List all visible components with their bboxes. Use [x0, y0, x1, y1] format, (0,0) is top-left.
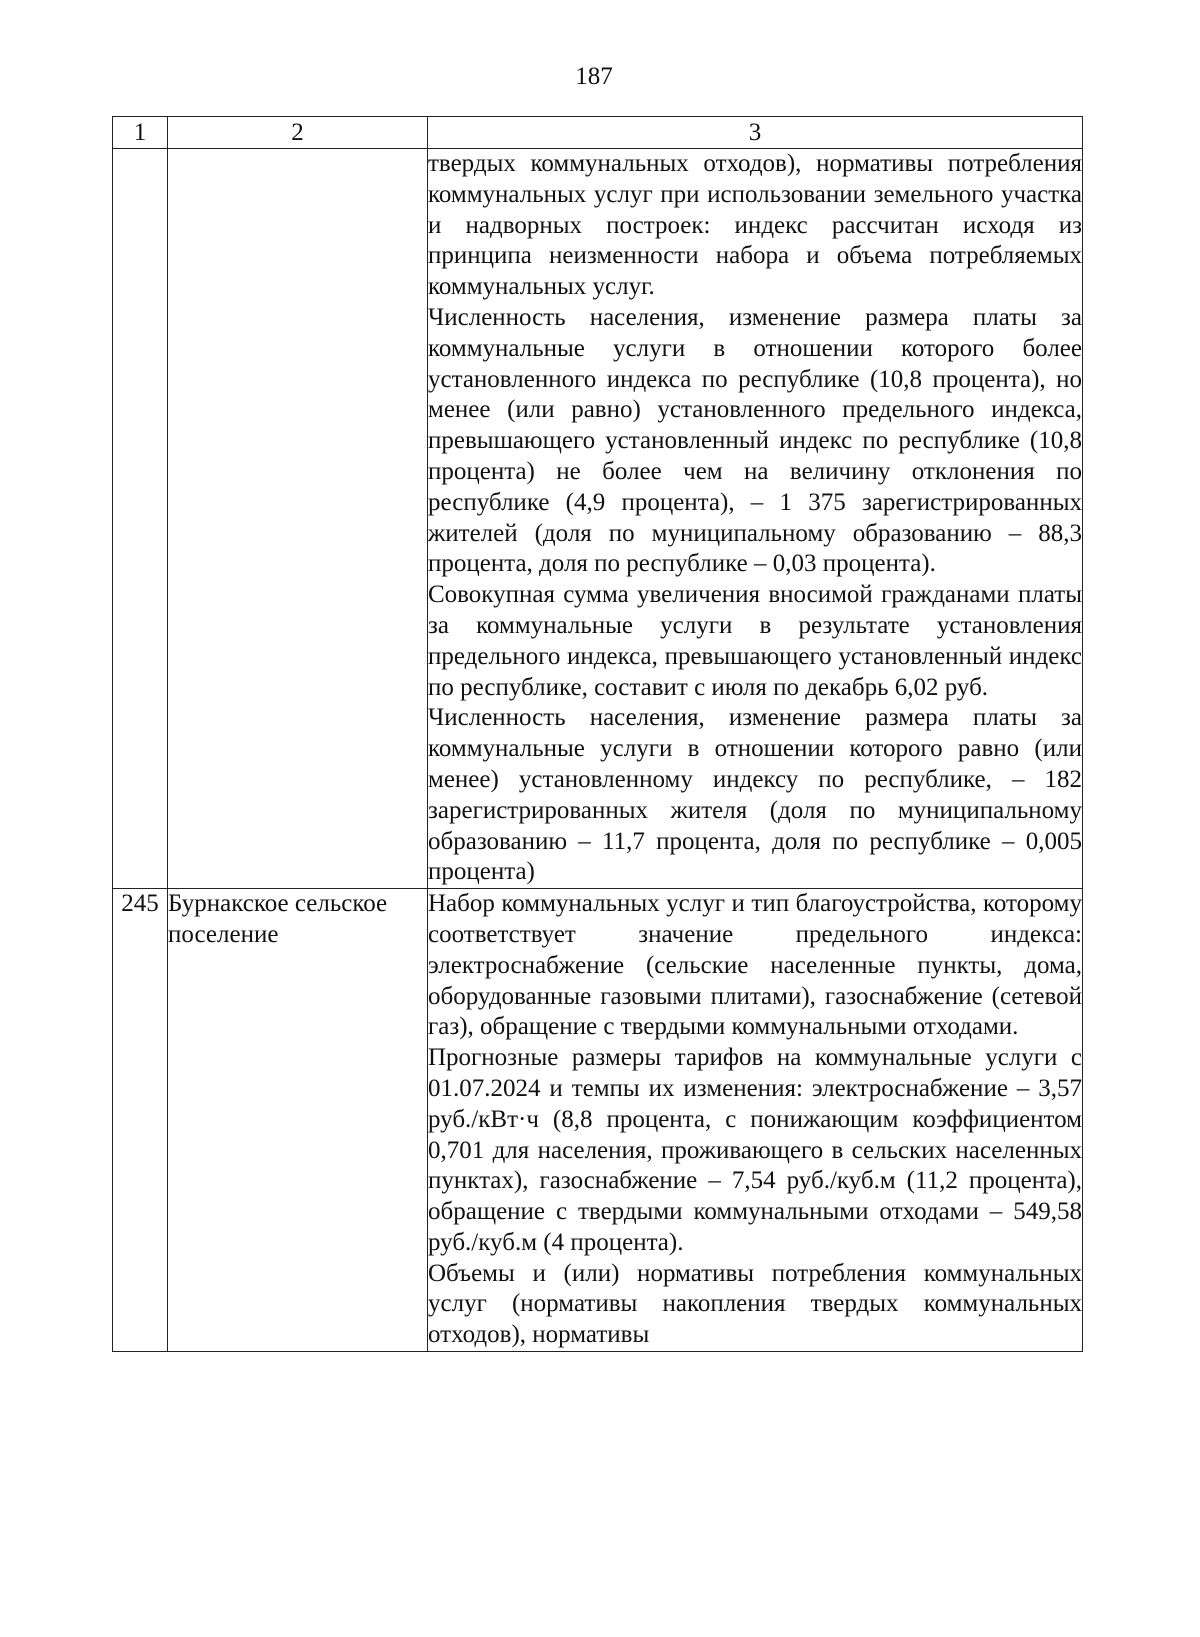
description-paragraph: Численность населения, изменение размера платы за коммунальные услуги в отношении которого равно (или менее) установленному индексу по республике, – 182 зарегистрированных жителя (доля по муниципальному образованию – 11,7 процента, доля по республике – 0,005 процента)	[428, 704, 1082, 886]
description-paragraph: Прогнозные размеры тарифов на коммунальные услуги с 01.07.2024 и темпы их изменения: электроснабжение – 3,57 руб./кВт·ч (8,8 процента, с понижающим коэффициентом 0,701 для населения, проживающего в сельских населенных пунктах), газоснабжение – 7,54 руб./куб.м (11,2 процента), обращение с твердыми коммунальными отходами – 549,58 руб./куб.м (4 процента).	[428, 1044, 1082, 1256]
table-row	[113, 149, 1083, 889]
description-cell	[428, 889, 1083, 1352]
description-paragraph: Численность населения, изменение размера платы за коммунальные услуги в отношении которого более установленного индекса по республике (10,8 процента), но менее (или равно) установленного предельного индекса, превышающего установленный индекс по республике (10,8 процента) не более чем на величину отклонения по республике (4,9 процента), – 1 375 зарегистрированных жителей (доля по муниципальному образованию – 88,3 процента, доля по республике – 0,03 процента).	[428, 303, 1082, 578]
description-paragraph: Совокупная сумма увеличения вносимой гражданами платы за коммунальные услуги в результате установления предельного индекса, превышающего установленный индекс по республике, составит с июля по декабрь 6,02 руб.	[428, 581, 1082, 701]
row-number-cell	[113, 149, 168, 889]
municipality-name-cell	[168, 149, 428, 889]
description-cell	[428, 149, 1083, 889]
description-paragraph: Объемы и (или) нормативы потребления коммунальных услуг (нормативы накопления твердых коммунальных отходов), нормативы	[428, 1259, 1082, 1349]
table-header-row	[113, 117, 1083, 149]
header-col-2: 2	[168, 117, 428, 149]
description-paragraph: твердых коммунальных отходов), нормативы потребления коммунальных услуг при использовании земельного участка и надворных построек: индекс рассчитан исходя из принципа неизменности набора и объема потребляемых коммунальных услуг.	[428, 150, 1082, 301]
page-number: 187	[575, 63, 613, 90]
header-col-1: 1	[113, 117, 168, 149]
municipality-name-cell: Бурнакское сельское поселение	[168, 889, 428, 1352]
document-table	[112, 116, 1083, 1352]
table-row	[113, 889, 1083, 1352]
row-number-cell: 245	[113, 889, 168, 1352]
header-col-3: 3	[428, 117, 1083, 149]
description-paragraph: Набор коммунальных услуг и тип благоустройства, которому соответствует значение предельного индекса: электроснабжение (сельские населенные пункты, дома, оборудованные газовыми плитами), газоснабжение (сетевой газ), обращение с твердыми коммунальными отходами.	[428, 890, 1082, 1041]
